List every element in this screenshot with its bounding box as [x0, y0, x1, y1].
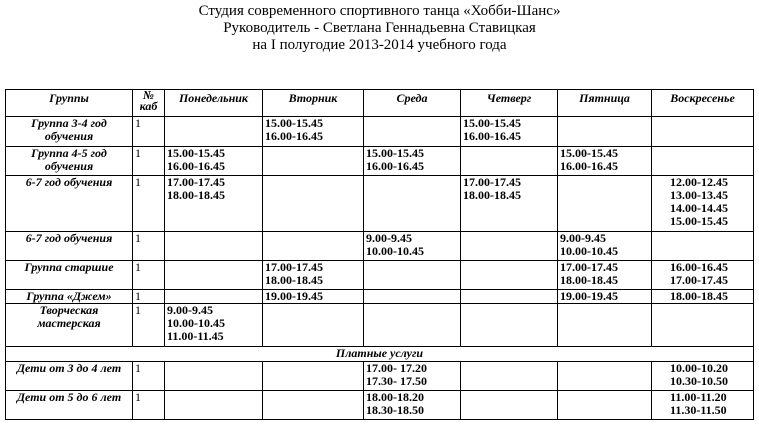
time-cell-sun [652, 391, 754, 420]
room-number: 1 [133, 304, 165, 347]
time-cell-fri [558, 304, 652, 347]
time-cell-sun [652, 290, 754, 304]
time-slot: 11.00-11.20 [670, 390, 727, 404]
time-slot: 18.30-18.50 [366, 403, 424, 417]
time-cell-thu [461, 117, 558, 147]
time-cell-fri [558, 261, 652, 290]
time-slot: 18.00-18.45 [670, 289, 728, 303]
section-row [6, 347, 754, 362]
group-name: Группа 4-5 год обучения [6, 147, 133, 176]
table-row [6, 391, 754, 420]
time-cell-thu [461, 362, 558, 391]
time-cell-tue [263, 391, 364, 420]
schedule-body [6, 117, 754, 420]
time-cell-tue [263, 117, 364, 147]
time-cell-tue [263, 147, 364, 176]
time-slot: 16.00-16.45 [167, 159, 225, 173]
studio-title: Студия современного спортивного танца «Хобби-Шанс» [198, 3, 561, 19]
time-slot: 16.00-16.45 [265, 129, 323, 143]
time-slot: 17.00-17.45 [670, 273, 728, 287]
time-cell-thu [461, 290, 558, 304]
time-cell-sun [652, 176, 754, 232]
time-slot: 11.00-11.45 [167, 329, 224, 343]
time-cell-wed [364, 362, 461, 391]
time-slot: 17.00-17.45 [463, 175, 521, 189]
time-cell-wed [364, 147, 461, 176]
time-cell-fri [558, 391, 652, 420]
room-number: 1 [133, 232, 165, 261]
time-slot: 18.00-18.45 [560, 273, 618, 287]
time-cell-thu [461, 176, 558, 232]
table-row [6, 117, 754, 147]
time-cell-fri [558, 232, 652, 261]
time-slot: 15.00-15.45 [463, 116, 521, 130]
time-slot: 15.00-15.45 [167, 146, 225, 160]
time-slot: 18.00-18.45 [167, 188, 225, 202]
time-cell-mon [165, 290, 263, 304]
time-slot: 17.00-17.45 [167, 175, 225, 189]
time-cell-fri [558, 147, 652, 176]
time-cell-tue [263, 176, 364, 232]
group-name: Группа «Джем» [6, 290, 133, 304]
time-slot: 15.00-15.45 [366, 146, 424, 160]
time-slot: 16.00-16.45 [560, 159, 618, 173]
time-cell-fri [558, 176, 652, 232]
time-cell-wed [364, 304, 461, 347]
time-cell-mon [165, 117, 263, 147]
time-cell-sun [652, 232, 754, 261]
time-slot: 9.00-9.45 [167, 303, 213, 317]
col-friday: Пятница [558, 90, 652, 117]
col-groups: Группы [6, 90, 133, 117]
time-cell-thu [461, 232, 558, 261]
time-slot: 17.00-17.45 [560, 260, 618, 274]
time-slot: 15.00-15.45 [670, 214, 728, 228]
time-cell-tue [263, 362, 364, 391]
time-cell-wed [364, 117, 461, 147]
time-cell-tue [263, 304, 364, 347]
time-cell-fri [558, 117, 652, 147]
room-number: 1 [133, 290, 165, 304]
col-room [133, 90, 165, 117]
time-slot: 9.00-9.45 [366, 231, 412, 245]
time-cell-sun [652, 304, 754, 347]
time-slot: 10.30-10.50 [670, 374, 728, 388]
room-number: 1 [133, 261, 165, 290]
time-cell-thu [461, 391, 558, 420]
time-slot: 17.00-17.45 [265, 260, 323, 274]
time-slot: 17.00- 17.20 [366, 361, 427, 375]
group-name: 6-7 год обучения [6, 176, 133, 232]
col-thursday: Четверг [461, 90, 558, 117]
time-slot: 19.00-19.45 [560, 289, 618, 303]
time-slot: 16.00-16.45 [670, 260, 728, 274]
time-cell-wed [364, 261, 461, 290]
schedule-table [5, 89, 754, 420]
time-cell-wed [364, 391, 461, 420]
time-slot: 10.00-10.20 [670, 361, 728, 375]
paid-services-heading: Платные услуги [6, 347, 754, 362]
group-name: 6-7 год обучения [6, 232, 133, 261]
time-slot: 18.00-18.45 [463, 188, 521, 202]
time-cell-mon [165, 147, 263, 176]
time-cell-thu [461, 304, 558, 347]
time-slot: 10.00-10.45 [366, 244, 424, 258]
time-cell-wed [364, 176, 461, 232]
time-slot: 19.00-19.45 [265, 289, 323, 303]
time-cell-sun [652, 117, 754, 147]
time-slot: 18.00-18.45 [265, 273, 323, 287]
group-name: Группа 3-4 год обучения [6, 117, 133, 147]
room-number: 1 [133, 362, 165, 391]
time-cell-mon [165, 232, 263, 261]
col-room-line2: каб [139, 99, 158, 113]
period-line: на I полугодие 2013-2014 учебного года [252, 37, 507, 53]
table-row [6, 290, 754, 304]
time-cell-tue [263, 232, 364, 261]
time-cell-thu [461, 147, 558, 176]
col-sunday: Воскресенье [652, 90, 754, 117]
room-number: 1 [133, 176, 165, 232]
document-header [0, 3, 759, 54]
time-cell-sun [652, 362, 754, 391]
room-number: 1 [133, 117, 165, 147]
table-row [6, 261, 754, 290]
time-cell-wed [364, 290, 461, 304]
table-row [6, 147, 754, 176]
col-tuesday: Вторник [263, 90, 364, 117]
col-monday: Понедельник [165, 90, 263, 117]
table-row [6, 176, 754, 232]
group-name: Дети от 3 до 4 лет [6, 362, 133, 391]
group-name: Творческая мастерская [6, 304, 133, 347]
room-number: 1 [133, 391, 165, 420]
header-row [6, 90, 754, 117]
col-room-line1: № [143, 89, 154, 102]
time-slot: 11.30-11.50 [670, 403, 727, 417]
group-name: Группа старшие [6, 261, 133, 290]
time-cell-fri [558, 290, 652, 304]
time-cell-sun [652, 147, 754, 176]
time-slot: 16.00-16.45 [463, 129, 521, 143]
time-slot: 9.00-9.45 [560, 231, 606, 245]
time-slot: 10.00-10.45 [560, 244, 618, 258]
time-slot: 12.00-12.45 [670, 175, 728, 189]
group-name: Дети от 5 до 6 лет [6, 391, 133, 420]
time-cell-sun [652, 261, 754, 290]
time-cell-mon [165, 176, 263, 232]
time-cell-mon [165, 261, 263, 290]
time-cell-mon [165, 304, 263, 347]
director-line: Руководитель - Светлана Геннадьевна Ставицкая [223, 20, 536, 36]
time-slot: 18.00-18.20 [366, 390, 424, 404]
time-cell-thu [461, 261, 558, 290]
table-row [6, 232, 754, 261]
time-cell-mon [165, 391, 263, 420]
time-cell-wed [364, 232, 461, 261]
table-row [6, 362, 754, 391]
time-slot: 15.00-15.45 [560, 146, 618, 160]
time-slot: 17.30- 17.50 [366, 374, 427, 388]
time-cell-mon [165, 362, 263, 391]
time-slot: 15.00-15.45 [265, 116, 323, 130]
time-slot: 14.00-14.45 [670, 201, 728, 215]
time-cell-fri [558, 362, 652, 391]
time-slot: 10.00-10.45 [167, 316, 225, 330]
time-slot: 16.00-16.45 [366, 159, 424, 173]
time-cell-tue [263, 261, 364, 290]
time-cell-tue [263, 290, 364, 304]
time-slot: 13.00-13.45 [670, 188, 728, 202]
room-number: 1 [133, 147, 165, 176]
col-wednesday: Среда [364, 90, 461, 117]
table-row [6, 304, 754, 347]
